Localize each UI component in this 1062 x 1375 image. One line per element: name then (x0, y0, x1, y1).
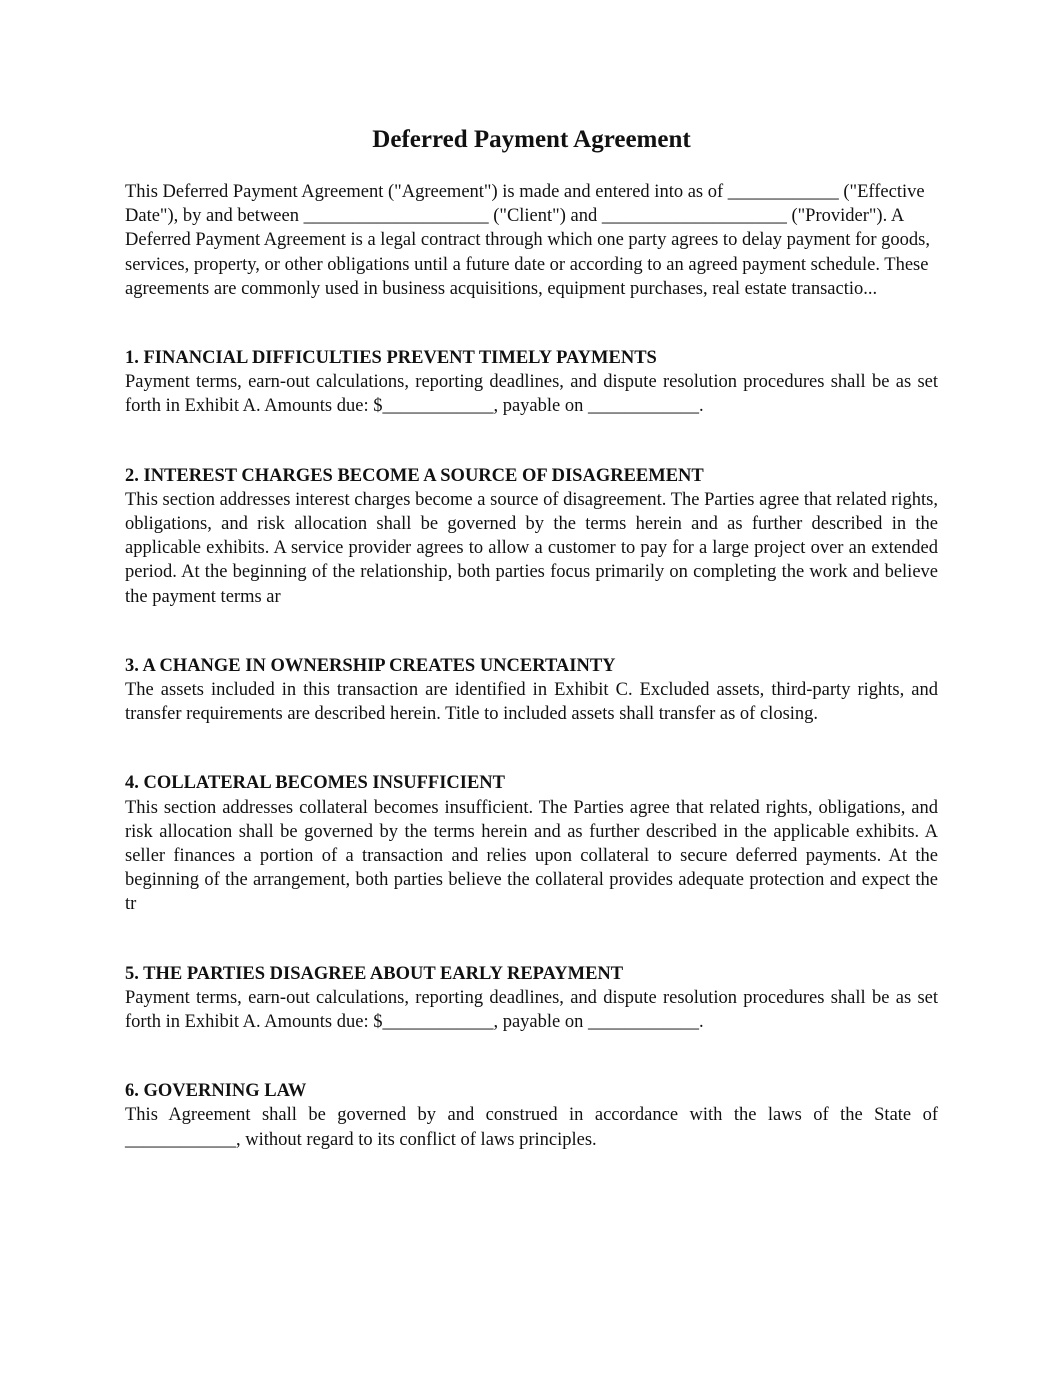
section-heading: 1. FINANCIAL DIFFICULTIES PREVENT TIMELY PAYMENTS (125, 348, 657, 369)
section-heading: 2. INTEREST CHARGES BECOME A SOURCE OF DISAGREEMENT (125, 465, 704, 486)
section-heading: 3. A CHANGE IN OWNERSHIP CREATES UNCERTAINTY (125, 655, 616, 676)
section-heading: 4. COLLATERAL BECOMES INSUFFICIENT (125, 773, 506, 794)
section-body: This section addresses interest charges become a source of disagreement. The Parties agree that related rights, obligations, and risk allocation shall be governed by the terms herein and as further described in the applicable exhibits. A service provider agrees to allow a customer to pay for a large project over an extended period. At the beginning of the relationship, both parties focus primarily on completing the work and believe the payment terms ar (125, 489, 938, 607)
section-financial-difficulties (125, 346, 938, 419)
section-heading: 5. THE PARTIES DISAGREE ABOUT EARLY REPAYMENT (125, 963, 624, 984)
section-body: Payment terms, earn-out calculations, reporting deadlines, and dispute resolution procedures shall be as set forth in Exhibit A. Amounts due: $____________, payable on ____________. (125, 372, 938, 417)
intro-paragraph: This Deferred Payment Agreement ("Agreement") is made and entered into as of ____________ ("Effective Date"), by and between ____________________ ("Client") and ____________________ ("Provider"). A Deferred Payment Agreement is a legal contract through which one party agrees to delay payment for goods, services, property, or other obligations until a future date or according to an agreed payment schedule. These agreements are commonly used in business acquisitions, equipment purchases, real estate transactio... (125, 182, 930, 299)
section-governing-law (125, 1079, 938, 1152)
document-page (125, 122, 938, 1152)
section-body: Payment terms, earn-out calculations, reporting deadlines, and dispute resolution procedures shall be as set forth in Exhibit A. Amounts due: $____________, payable on ____________. (125, 987, 938, 1033)
section-interest-charges (125, 464, 938, 609)
section-body: This Agreement shall be governed by and construed in accordance with the laws of the State of ____________, without regard to its conflict of laws principles. (125, 1105, 938, 1150)
section-heading: 6. GOVERNING LAW (125, 1081, 307, 1102)
document-title: Deferred Payment Agreement (372, 126, 691, 153)
section-collateral (125, 771, 938, 916)
section-change-in-ownership (125, 654, 938, 727)
section-early-repayment (125, 962, 938, 1035)
section-body: The assets included in this transaction are identified in Exhibit C. Excluded assets, third-party rights, and transfer requirements are described herein. Title to included assets shall transfer as of closing. (125, 680, 938, 725)
section-body: This section addresses collateral becomes insufficient. The Parties agree that related rights, obligations, and risk allocation shall be governed by the terms herein and as further described in the applicable exhibits. A seller finances a portion of a transaction and relies upon collateral to secure deferred payments. At the beginning of the arrangement, both parties believe the collateral provides adequate protection and expect the tr (125, 797, 938, 915)
